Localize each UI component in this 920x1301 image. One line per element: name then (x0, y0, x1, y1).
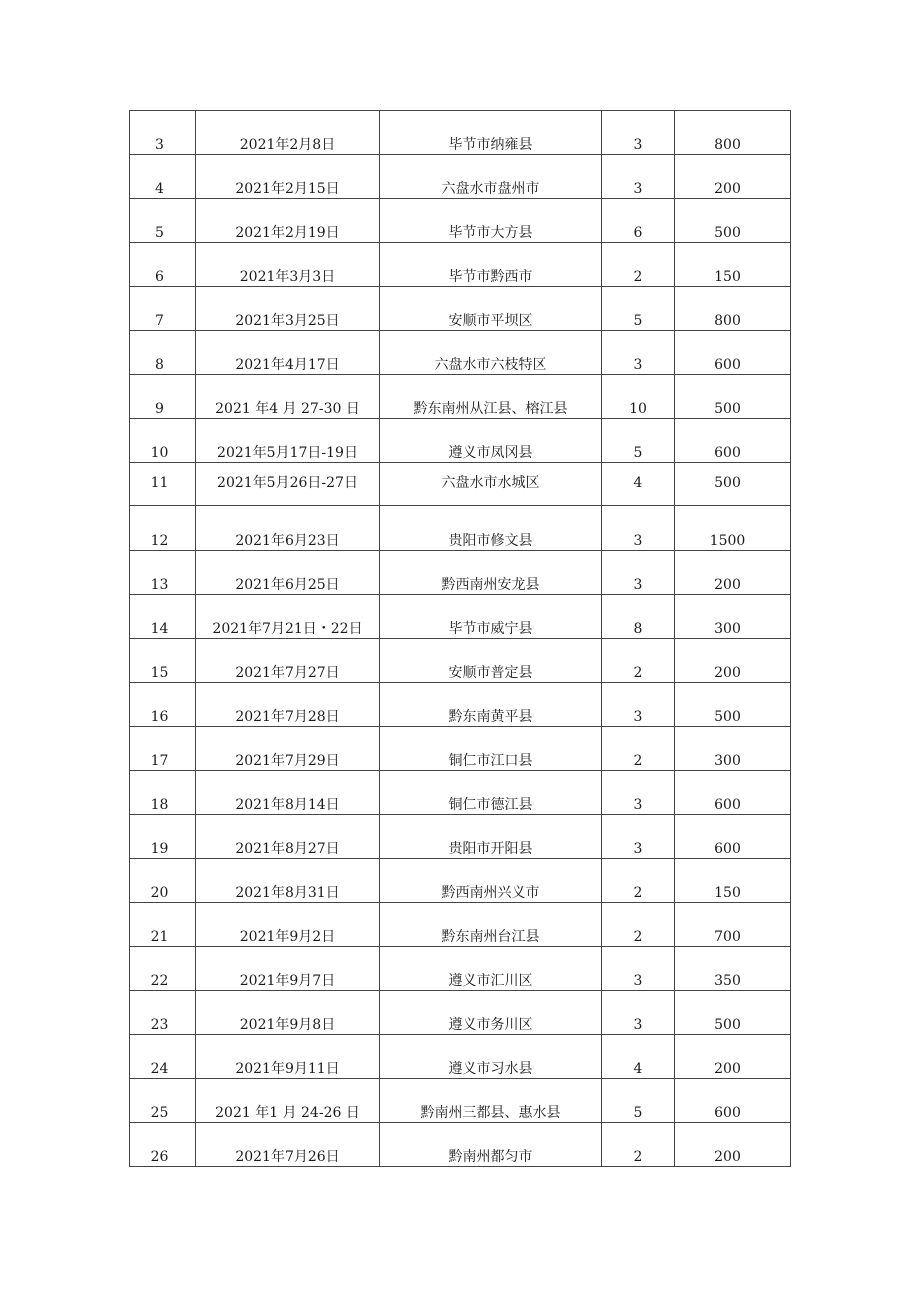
row-index-cell (130, 1035, 196, 1079)
date-cell (196, 859, 380, 903)
date-cell (196, 1035, 380, 1079)
count-text: 2 (633, 885, 643, 901)
count-text: 3 (633, 181, 643, 197)
amount-cell (675, 903, 791, 947)
table-row (130, 727, 791, 771)
date-cell (196, 595, 380, 639)
table-row (130, 506, 791, 551)
amount-cell (675, 771, 791, 815)
table-row (130, 947, 791, 991)
date-text: 2021年2月15日 (235, 181, 340, 197)
count-cell (602, 419, 675, 463)
date-text: 2021年9月7日 (239, 973, 336, 989)
activity-table-container (129, 110, 790, 1167)
count-cell (602, 287, 675, 331)
table-row (130, 595, 791, 639)
location-cell (380, 595, 602, 639)
amount-cell (675, 506, 791, 551)
date-text: 2021年6月25日 (235, 577, 340, 593)
row-index-cell (130, 727, 196, 771)
location-cell (380, 111, 602, 155)
row-index-cell (130, 551, 196, 595)
date-text: 2021年7月21日・22日 (212, 621, 363, 637)
amount-text: 500 (714, 475, 741, 491)
table-body (130, 111, 791, 1167)
activity-table (129, 110, 791, 1167)
row-index: 23 (150, 1017, 169, 1033)
date-cell (196, 1079, 380, 1123)
amount-text: 200 (714, 665, 741, 681)
count-cell (602, 375, 675, 419)
amount-cell (675, 463, 791, 506)
row-index-cell (130, 375, 196, 419)
amount-cell (675, 859, 791, 903)
date-text: 2021年9月2日 (239, 929, 336, 945)
date-text: 2021年5月26日-27日 (217, 475, 358, 491)
location-text: 毕节市黔西市 (448, 269, 533, 285)
row-index: 13 (150, 577, 169, 593)
location-text: 黔南州都匀市 (448, 1149, 533, 1165)
location-text: 毕节市大方县 (448, 225, 533, 241)
count-cell (602, 463, 675, 506)
row-index: 18 (150, 797, 169, 813)
amount-cell (675, 331, 791, 375)
row-index-cell (130, 243, 196, 287)
count-text: 4 (633, 475, 643, 491)
row-index-cell (130, 1123, 196, 1167)
location-text: 六盘水市六枝特区 (434, 357, 547, 373)
location-text: 遵义市务川区 (448, 1017, 533, 1033)
table-row (130, 463, 791, 506)
count-text: 3 (633, 533, 643, 549)
location-text: 铜仁市德江县 (448, 797, 533, 813)
location-text: 安顺市平坝区 (448, 313, 533, 329)
table-row (130, 1035, 791, 1079)
row-index-cell (130, 815, 196, 859)
row-index-cell (130, 859, 196, 903)
count-cell (602, 903, 675, 947)
row-index-cell (130, 639, 196, 683)
row-index: 21 (150, 929, 169, 945)
table-row (130, 991, 791, 1035)
table-row (130, 243, 791, 287)
date-text: 2021年3月3日 (239, 269, 336, 285)
count-text: 2 (633, 753, 643, 769)
location-text: 毕节市纳雍县 (448, 137, 533, 153)
amount-text: 200 (714, 1061, 741, 1077)
date-cell (196, 199, 380, 243)
count-text: 3 (633, 1017, 643, 1033)
location-text: 遵义市凤冈县 (448, 445, 533, 461)
count-text: 2 (633, 269, 643, 285)
date-text: 2021年4月17日 (235, 357, 340, 373)
row-index: 24 (150, 1061, 169, 1077)
location-cell (380, 1079, 602, 1123)
date-text: 2021年7月28日 (235, 709, 340, 725)
amount-cell (675, 639, 791, 683)
location-text: 毕节市威宁县 (448, 621, 533, 637)
table-row (130, 903, 791, 947)
date-text: 2021年7月26日 (235, 1149, 340, 1165)
date-text: 2021年2月8日 (239, 137, 336, 153)
row-index-cell (130, 771, 196, 815)
count-cell (602, 199, 675, 243)
row-index: 26 (150, 1149, 169, 1165)
row-index: 20 (150, 885, 169, 901)
amount-text: 1500 (709, 533, 746, 549)
count-cell (602, 991, 675, 1035)
count-text: 5 (633, 313, 643, 329)
count-text: 3 (633, 709, 643, 725)
location-text: 黔西南州兴义市 (441, 885, 540, 901)
date-text: 2021年5月17日-19日 (217, 445, 358, 461)
location-cell (380, 815, 602, 859)
row-index: 8 (155, 357, 164, 373)
amount-text: 200 (714, 577, 741, 593)
count-text: 4 (633, 1061, 643, 1077)
row-index: 6 (155, 269, 164, 285)
amount-cell (675, 1079, 791, 1123)
date-cell (196, 111, 380, 155)
amount-cell (675, 991, 791, 1035)
table-row (130, 155, 791, 199)
amount-cell (675, 375, 791, 419)
location-cell (380, 199, 602, 243)
row-index: 3 (155, 137, 164, 153)
row-index-cell (130, 991, 196, 1035)
count-text: 3 (633, 357, 643, 373)
count-cell (602, 506, 675, 551)
table-row (130, 639, 791, 683)
count-cell (602, 1079, 675, 1123)
table-row (130, 287, 791, 331)
location-text: 黔南州三都县、惠水县 (420, 1105, 561, 1121)
amount-cell (675, 595, 791, 639)
count-text: 2 (633, 1149, 643, 1165)
row-index: 14 (150, 621, 169, 637)
amount-cell (675, 727, 791, 771)
date-text: 2021年8月14日 (235, 797, 340, 813)
row-index: 12 (150, 533, 169, 549)
amount-cell (675, 243, 791, 287)
amount-text: 600 (714, 357, 741, 373)
row-index-cell (130, 463, 196, 506)
row-index: 4 (155, 181, 164, 197)
count-cell (602, 859, 675, 903)
row-index-cell (130, 155, 196, 199)
row-index-cell (130, 595, 196, 639)
amount-text: 800 (714, 137, 741, 153)
location-cell (380, 287, 602, 331)
amount-text: 700 (714, 929, 741, 945)
row-index-cell (130, 683, 196, 727)
location-text: 贵阳市修文县 (448, 533, 533, 549)
count-cell (602, 243, 675, 287)
location-cell (380, 551, 602, 595)
table-row (130, 331, 791, 375)
date-cell (196, 375, 380, 419)
count-cell (602, 639, 675, 683)
amount-cell (675, 815, 791, 859)
location-text: 黔东南州台江县 (441, 929, 540, 945)
date-cell (196, 287, 380, 331)
row-index: 16 (150, 709, 169, 725)
date-cell (196, 639, 380, 683)
location-cell (380, 947, 602, 991)
date-text: 2021年8月31日 (235, 885, 340, 901)
count-cell (602, 1035, 675, 1079)
location-cell (380, 903, 602, 947)
location-cell (380, 859, 602, 903)
amount-text: 150 (714, 269, 741, 285)
amount-cell (675, 1035, 791, 1079)
location-cell (380, 1123, 602, 1167)
date-text: 2021年3月25日 (235, 313, 340, 329)
date-cell (196, 1123, 380, 1167)
table-row (130, 1079, 791, 1123)
date-cell (196, 506, 380, 551)
location-cell (380, 243, 602, 287)
location-text: 遵义市习水县 (448, 1061, 533, 1077)
date-cell (196, 947, 380, 991)
count-text: 3 (633, 797, 643, 813)
table-row (130, 419, 791, 463)
amount-text: 300 (714, 621, 741, 637)
count-cell (602, 815, 675, 859)
location-cell (380, 506, 602, 551)
count-cell (602, 771, 675, 815)
row-index: 25 (150, 1105, 169, 1121)
count-text: 5 (633, 445, 643, 461)
table-row (130, 375, 791, 419)
amount-text: 500 (714, 225, 741, 241)
location-cell (380, 1035, 602, 1079)
date-text: 2021年6月23日 (235, 533, 340, 549)
location-text: 黔东南州从江县、榕江县 (413, 401, 568, 417)
count-text: 3 (633, 973, 643, 989)
amount-text: 600 (714, 841, 741, 857)
count-cell (602, 683, 675, 727)
location-cell (380, 771, 602, 815)
count-cell (602, 551, 675, 595)
amount-text: 300 (714, 753, 741, 769)
date-text: 2021年9月11日 (235, 1061, 340, 1077)
row-index-cell (130, 287, 196, 331)
amount-text: 500 (714, 1017, 741, 1033)
count-text: 3 (633, 841, 643, 857)
count-text: 10 (629, 401, 647, 417)
amount-text: 500 (714, 401, 741, 417)
table-row (130, 551, 791, 595)
location-cell (380, 463, 602, 506)
date-text: 2021年9月8日 (239, 1017, 336, 1033)
count-text: 3 (633, 577, 643, 593)
date-cell (196, 903, 380, 947)
amount-text: 200 (714, 181, 741, 197)
row-index: 19 (150, 841, 169, 857)
table-row (130, 859, 791, 903)
table-row (130, 199, 791, 243)
row-index: 9 (155, 401, 164, 417)
amount-text: 500 (714, 709, 741, 725)
date-cell (196, 155, 380, 199)
table-row (130, 815, 791, 859)
location-text: 黔西南州安龙县 (441, 577, 540, 593)
location-cell (380, 155, 602, 199)
location-text: 铜仁市江口县 (448, 753, 533, 769)
date-cell (196, 815, 380, 859)
table-row (130, 683, 791, 727)
date-text: 2021年8月27日 (235, 841, 340, 857)
row-index-cell (130, 506, 196, 551)
date-cell (196, 727, 380, 771)
row-index: 17 (150, 753, 169, 769)
count-text: 6 (633, 225, 643, 241)
amount-cell (675, 1123, 791, 1167)
row-index: 5 (155, 225, 164, 241)
location-cell (380, 639, 602, 683)
amount-text: 200 (714, 1149, 741, 1165)
amount-cell (675, 199, 791, 243)
date-text: 2021年2月19日 (235, 225, 340, 241)
amount-text: 350 (714, 973, 741, 989)
amount-cell (675, 947, 791, 991)
row-index-cell (130, 947, 196, 991)
date-cell (196, 419, 380, 463)
date-cell (196, 771, 380, 815)
row-index: 10 (150, 445, 169, 461)
location-text: 六盘水市水城区 (441, 475, 540, 491)
date-cell (196, 991, 380, 1035)
count-cell (602, 331, 675, 375)
count-text: 2 (633, 665, 643, 681)
row-index-cell (130, 903, 196, 947)
row-index: 11 (150, 475, 169, 491)
row-index-cell (130, 331, 196, 375)
table-row (130, 1123, 791, 1167)
date-text: 2021 年4 月 27-30 日 (215, 401, 360, 417)
amount-text: 800 (714, 313, 741, 329)
count-text: 8 (633, 621, 643, 637)
amount-cell (675, 551, 791, 595)
location-text: 安顺市普定县 (448, 665, 533, 681)
row-index: 22 (150, 973, 169, 989)
row-index-cell (130, 199, 196, 243)
date-cell (196, 463, 380, 506)
row-index-cell (130, 419, 196, 463)
count-cell (602, 595, 675, 639)
date-text: 2021年7月27日 (235, 665, 340, 681)
count-cell (602, 1123, 675, 1167)
location-text: 六盘水市盘州市 (441, 181, 540, 197)
table-row (130, 771, 791, 815)
location-cell (380, 331, 602, 375)
row-index-cell (130, 111, 196, 155)
row-index: 15 (150, 665, 169, 681)
amount-cell (675, 287, 791, 331)
date-text: 2021年7月29日 (235, 753, 340, 769)
location-cell (380, 419, 602, 463)
amount-cell (675, 683, 791, 727)
count-cell (602, 727, 675, 771)
count-cell (602, 155, 675, 199)
location-cell (380, 991, 602, 1035)
amount-text: 600 (714, 1105, 741, 1121)
location-cell (380, 375, 602, 419)
location-text: 遵义市汇川区 (448, 973, 533, 989)
row-index: 7 (155, 313, 164, 329)
count-text: 2 (633, 929, 643, 945)
amount-text: 600 (714, 797, 741, 813)
date-cell (196, 331, 380, 375)
location-cell (380, 727, 602, 771)
amount-text: 600 (714, 445, 741, 461)
row-index-cell (130, 1079, 196, 1123)
amount-cell (675, 111, 791, 155)
table-row (130, 111, 791, 155)
amount-cell (675, 155, 791, 199)
date-cell (196, 243, 380, 287)
count-cell (602, 947, 675, 991)
date-text: 2021 年1 月 24-26 日 (215, 1105, 360, 1121)
date-cell (196, 551, 380, 595)
location-text: 贵阳市开阳县 (448, 841, 533, 857)
count-text: 3 (633, 137, 643, 153)
amount-cell (675, 419, 791, 463)
location-cell (380, 683, 602, 727)
count-cell (602, 111, 675, 155)
count-text: 5 (633, 1105, 643, 1121)
amount-text: 150 (714, 885, 741, 901)
date-cell (196, 683, 380, 727)
location-text: 黔东南黄平县 (448, 709, 533, 725)
